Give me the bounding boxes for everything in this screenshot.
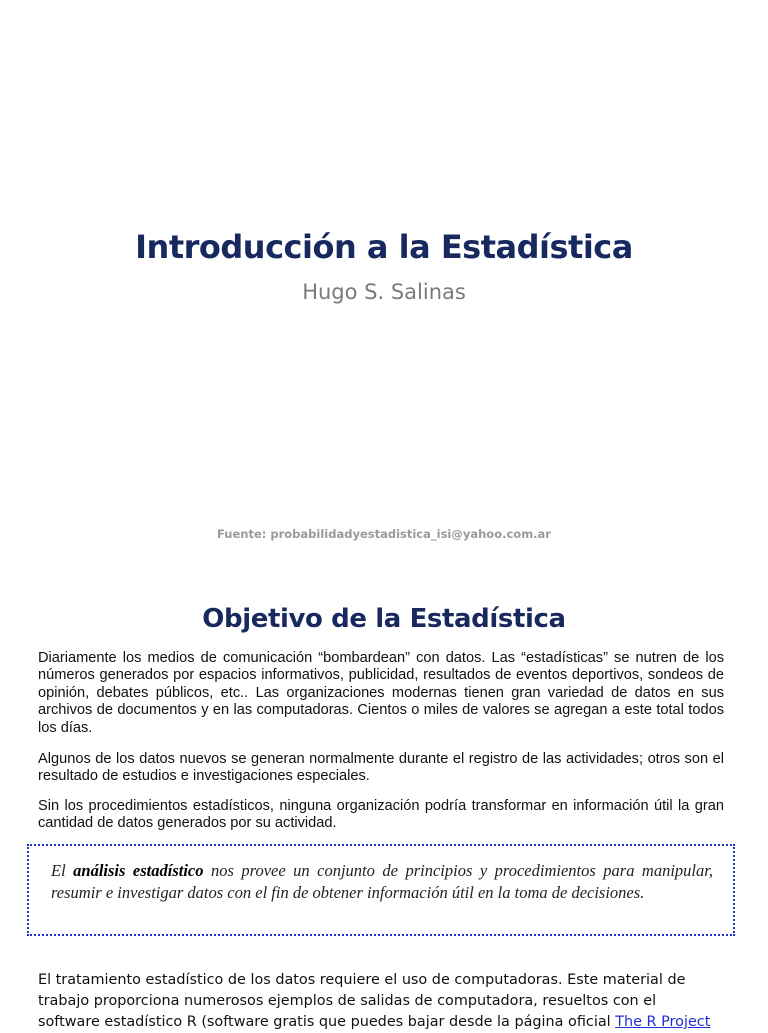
paragraph-1: Diariamente los medios de comunicación “bombardean” con datos. Las “estadísticas” se nutren de los números generados por espacios informativos, publicidad, resultados de eventos deportivos, sondeos de opinión, debates públicos, etc.. Las organizaciones modernas tienen gran variedad de datos en sus archivos de documentos y en las computadoras. Cientos o miles de valores se agregan a este total todos los días. xyxy=(38,650,724,736)
section-title: Objetivo de la Estadística xyxy=(202,604,566,634)
paragraph-2: Algunos de los datos nuevos se generan normalmente durante el registro de las actividades; otros son el resultado de estudios e investigaciones especiales. xyxy=(38,751,724,785)
definition-emphasis: análisis estadístico xyxy=(73,861,204,880)
closing-line-3-text: software estadístico R (software gratis que puedes bajar desde la página oficial xyxy=(38,1014,616,1030)
definition-box xyxy=(27,844,735,936)
source-email: Fuente: probabilidadyestadistica_isi@yahoo.com.ar xyxy=(217,527,551,541)
closing-line-2: trabajo proporciona numerosos ejemplos de salidas de computadora, resueltos con el xyxy=(38,993,657,1009)
definition-rest: nos provee un conjunto de principios y procedimientos para manipular, resumir e investigar datos con el fin de obtener información útil en la toma de decisiones. xyxy=(51,861,713,902)
closing-line-3 xyxy=(38,1012,728,1033)
definition-prefix: El xyxy=(51,861,74,880)
definition-text xyxy=(51,860,713,903)
r-project-link[interactable]: The R Project xyxy=(615,1014,711,1030)
paragraph-3: Sin los procedimientos estadísticos, ninguna organización podría transformar en información útil la gran cantidad de datos generados por su actividad. xyxy=(38,798,724,832)
presentation-title: Introducción a la Estadística xyxy=(135,228,633,266)
author-name: Hugo S. Salinas xyxy=(302,280,466,304)
closing-line-1: El tratamiento estadístico de los datos requiere el uso de computadoras. Este material de xyxy=(38,972,686,988)
